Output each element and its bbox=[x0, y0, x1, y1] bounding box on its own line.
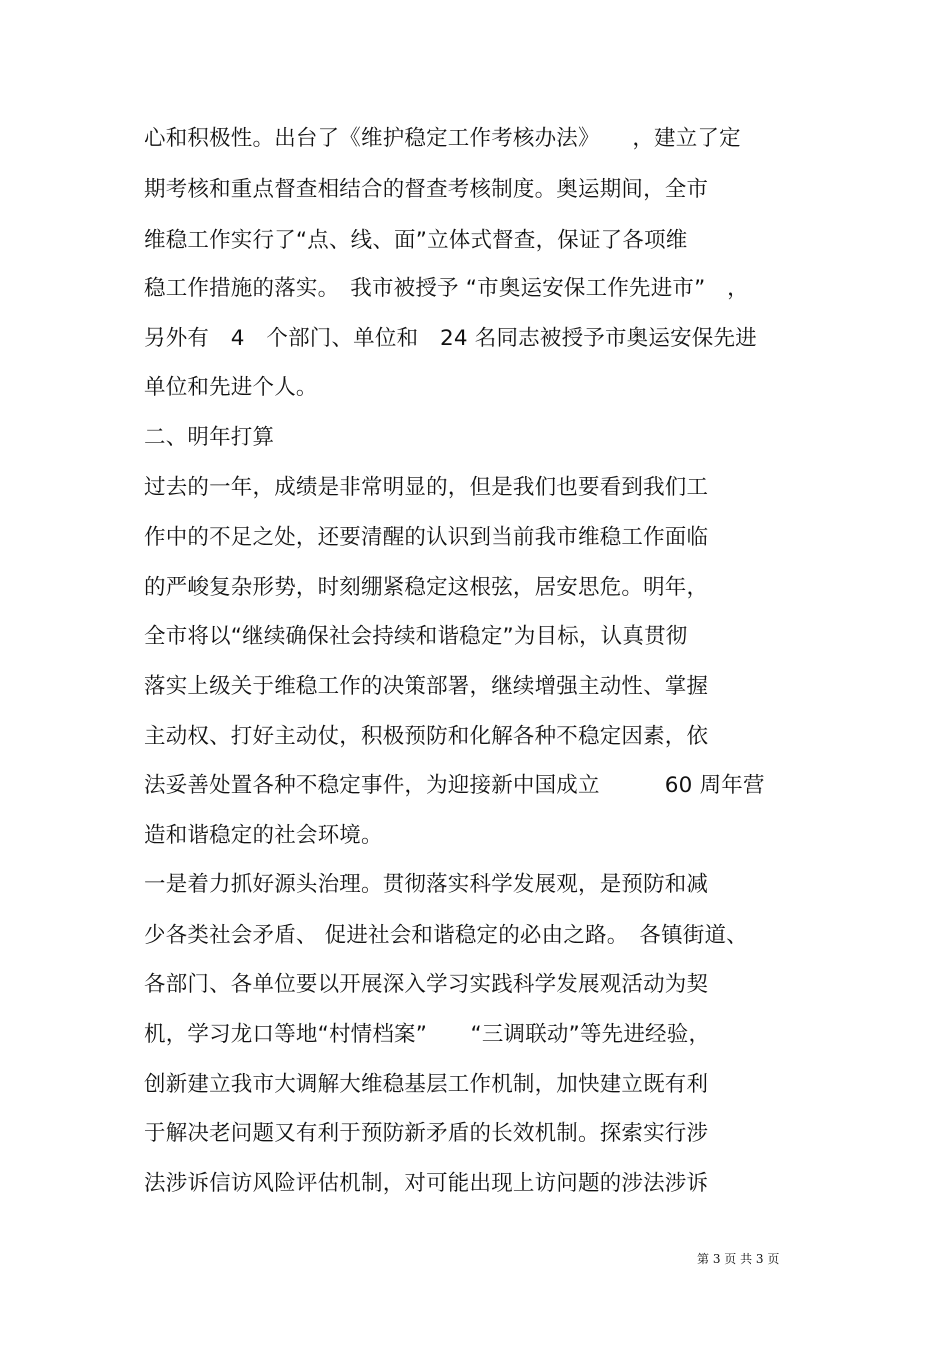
body-text-line: 作中的不足之处，还要清醒的认识到当前我市维稳工作面临 bbox=[144, 525, 709, 550]
body-text-line: 法涉诉信访风险评估机制，对可能出现上访问题的涉法涉诉 bbox=[144, 1171, 709, 1196]
body-text-line: 法妥善处置各种不稳定事件，为迎接新中国成立 60 周年营 bbox=[144, 773, 765, 798]
body-text-line: 单位和先进个人。 bbox=[144, 375, 318, 400]
body-text-line: 的严峻复杂形势，时刻绷紧稳定这根弦，居安思危。明年， bbox=[144, 575, 709, 600]
body-text-line: 另外有 4 个部门、单位和 24 名同志被授予市奥运安保先进 bbox=[144, 326, 757, 351]
body-text-line: 各部门、各单位要以开展深入学习实践科学发展观活动为契 bbox=[144, 972, 709, 997]
body-text-line: 创新建立我市大调解大维稳基层工作机制，加快建立既有利 bbox=[144, 1072, 709, 1097]
body-text-line: 于解决老问题又有利于预防新矛盾的长效机制。探索实行涉 bbox=[144, 1121, 709, 1146]
body-text-line: 少各类社会矛盾、 促进社会和谐稳定的必由之路。 各镇街道、 bbox=[144, 923, 748, 948]
body-text-line: 全市将以“继续确保社会持续和谐稳定”为目标，认真贯彻 bbox=[144, 624, 688, 649]
body-text-line: 过去的一年，成绩是非常明显的，但是我们也要看到我们工 bbox=[144, 475, 709, 500]
body-text-line: 稳工作措施的落实。 我市被授予 “市奥运安保工作先进市” ， bbox=[144, 276, 749, 301]
body-text-line: 主动权、打好主动仗，积极预防和化解各种不稳定因素，依 bbox=[144, 724, 709, 749]
body-text-line: 造和谐稳定的社会环境。 bbox=[144, 823, 383, 848]
body-text-line: 期考核和重点督查相结合的督查考核制度。奥运期间，全市 bbox=[144, 177, 709, 202]
section-heading: 二、明年打算 bbox=[144, 425, 275, 450]
body-text-line: 维稳工作实行了“点、线、面”立体式督查，保证了各项维 bbox=[144, 228, 688, 253]
body-text-line: 心和积极性。出台了《维护稳定工作考核办法》 ，建立了定 bbox=[144, 126, 741, 151]
page-number-footer: 第 3 页 共 3 页 bbox=[697, 1252, 780, 1266]
body-text-line: 机，学习龙口等地“村情档案” “三调联动”等先进经验， bbox=[144, 1022, 711, 1047]
body-text-line: 一是着力抓好源头治理。贯彻落实科学发展观，是预防和减 bbox=[144, 872, 709, 897]
body-text-line: 落实上级关于维稳工作的决策部署，继续增强主动性、掌握 bbox=[144, 674, 709, 699]
